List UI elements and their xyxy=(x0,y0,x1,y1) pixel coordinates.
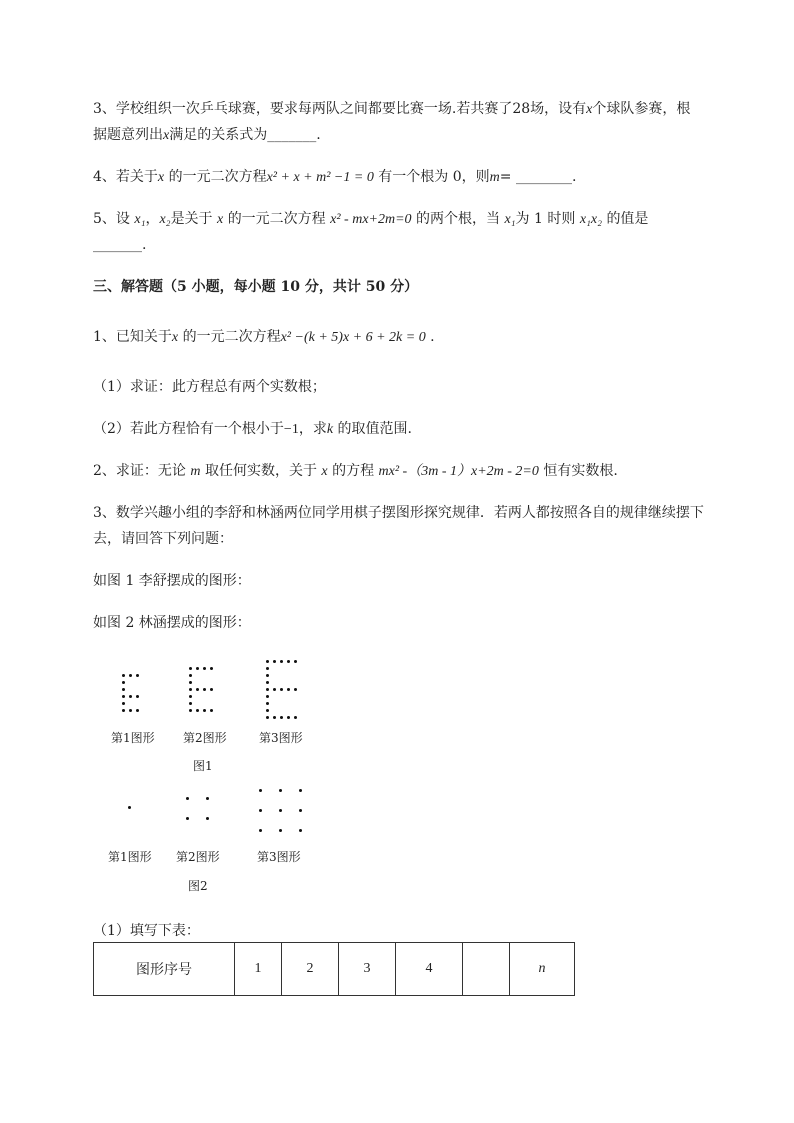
figure-1-pattern-1-dot xyxy=(129,695,132,698)
figure-2-pattern-3-dot xyxy=(299,829,302,832)
question-5-line-1 xyxy=(93,210,648,229)
section-heading: 三、解答题（5 小题，每小题 10 分，共计 50 分） xyxy=(93,279,419,295)
figure-1-pattern-1-dot xyxy=(122,702,125,705)
question-text: 的方程 xyxy=(332,463,375,479)
figure-2-pattern-3-dot xyxy=(299,809,302,812)
math-number: −1 xyxy=(283,422,299,437)
figure-2-intro: 如图 2 林涵摆成的图形： xyxy=(93,615,251,631)
figure-1-pattern-3-dot xyxy=(294,688,297,691)
figure-2-pattern-3-dot xyxy=(279,789,282,792)
figure-1-pattern-1-dot xyxy=(136,695,139,698)
math-variable: x xyxy=(586,102,593,117)
figure-1-pattern-2-dot xyxy=(203,709,206,712)
math-equation: x² −(k + 5)x + 6 + 2k = 0 xyxy=(280,330,426,345)
figure-1-label: 图1 xyxy=(193,759,213,773)
question-text: . xyxy=(430,329,435,345)
problem-3-line-1: 3、数学兴趣小组的李舒和林涵两位同学用棋子摆图形探究规律．若两人都按照各自的规律继续摆下 xyxy=(93,505,704,521)
question-4 xyxy=(93,168,576,187)
math-variable: x xyxy=(217,212,224,227)
figure-1-pattern-2-dot xyxy=(189,702,192,705)
figure-1-caption-1: 第1图形 xyxy=(111,731,155,745)
problem-2 xyxy=(93,462,618,481)
figure-2-pattern-2-dot xyxy=(186,817,189,820)
figure-1-pattern-3-dot xyxy=(273,688,276,691)
question-text: 的一元二次方程 xyxy=(182,329,281,345)
question-text: 的值是 xyxy=(606,211,649,227)
figure-1-pattern-1-dot xyxy=(136,674,139,677)
figure-2-pattern-3-dot xyxy=(259,789,262,792)
figure-1-pattern-3-dot xyxy=(280,660,283,663)
figure-1-pattern-2-dot xyxy=(210,667,213,670)
math-expression: x₁x₂ xyxy=(579,212,602,227)
table-intro: （1）填写下表： xyxy=(93,923,200,939)
figure-1-pattern-1-dot xyxy=(129,709,132,712)
table-cell: 3 xyxy=(339,943,396,996)
figure-2-pattern-3-dot xyxy=(259,809,262,812)
figure-1-pattern-3-dot xyxy=(266,702,269,705)
question-text: 的一元二次方程 xyxy=(227,211,326,227)
figure-1-pattern-3-dot xyxy=(266,660,269,663)
figure-1-pattern-1-dot xyxy=(129,674,132,677)
question-text: 2、求证：无论 xyxy=(93,463,186,479)
figure-1-pattern-2-dot xyxy=(189,667,192,670)
math-variable: x₁ xyxy=(504,212,516,227)
figure-2-pattern-3-dot xyxy=(299,789,302,792)
figure-1-pattern-1-dot xyxy=(122,688,125,691)
figure-1-pattern-3-dot xyxy=(273,660,276,663)
figure-1-pattern-3-dot xyxy=(287,688,290,691)
figure-2-pattern-2-dot xyxy=(186,797,189,800)
figure-1-pattern-3-dot xyxy=(287,660,290,663)
question-text: 4、若关于 xyxy=(93,169,158,185)
figure-1-pattern-1-dot xyxy=(136,709,139,712)
figure-1-pattern-2-dot xyxy=(203,688,206,691)
figure-2-pattern-1-dot xyxy=(128,806,131,809)
math-variable: x xyxy=(157,170,165,185)
question-text: 为 1 时则 xyxy=(515,211,576,227)
figure-1-pattern-3-dot xyxy=(266,716,269,719)
figure-1-pattern-3-dot xyxy=(266,667,269,670)
question-3-line-2 xyxy=(93,126,321,145)
figure-1-pattern-2-dot xyxy=(196,667,199,670)
math-variable: x xyxy=(163,128,170,143)
question-text: 1、已知关于 xyxy=(93,329,172,345)
answer-table xyxy=(93,942,575,996)
math-equation: x² - mx+2m=0 xyxy=(330,212,412,227)
question-text: 的取值范围. xyxy=(337,421,412,437)
figure-2-pattern-3-dot xyxy=(259,829,262,832)
question-text: ， xyxy=(145,211,160,227)
question-text: 个球队参赛，根 xyxy=(592,101,691,117)
figure-1-pattern-1-dot xyxy=(122,709,125,712)
figure-1-pattern-2-dot xyxy=(189,695,192,698)
figure-1-pattern-2-dot xyxy=(196,688,199,691)
figure-1-pattern-3-dot xyxy=(287,716,290,719)
figure-1-pattern-2-dot xyxy=(203,667,206,670)
figure-2-caption-2: 第2图形 xyxy=(176,850,220,864)
math-equation: x² + x + m² −1 = 0 xyxy=(266,170,374,185)
math-variable: x xyxy=(171,330,179,345)
question-text: 满足的关系式为_______. xyxy=(169,127,321,143)
figure-1-pattern-2-dot xyxy=(189,681,192,684)
figure-2-pattern-2-dot xyxy=(206,817,209,820)
figure-2-pattern-3-dot xyxy=(279,829,282,832)
question-text: 的两个根，当 xyxy=(416,211,500,227)
figure-2-pattern-2-dot xyxy=(206,797,209,800)
figure-1-pattern-2-dot xyxy=(196,709,199,712)
problem-1-part-1: （1）求证：此方程总有两个实数根； xyxy=(93,379,326,395)
table-cell: 2 xyxy=(282,943,339,996)
figure-1-pattern-2-dot xyxy=(189,688,192,691)
figure-1-pattern-3-dot xyxy=(266,709,269,712)
question-text: 3、学校组织一次乒乓球赛，要求每两队之间都要比赛一场.若共赛了28场，设有 xyxy=(93,101,587,117)
figure-1-pattern-3-dot xyxy=(266,695,269,698)
question-text: 的一元二次方程 xyxy=(168,169,267,185)
figure-2-label: 图2 xyxy=(188,879,208,893)
figure-1-pattern-1-dot xyxy=(122,674,125,677)
table-cell xyxy=(463,943,510,996)
figure-1-pattern-1-dot xyxy=(122,695,125,698)
question-text: 据题意列出 xyxy=(93,127,163,143)
figure-1-pattern-2-dot xyxy=(189,674,192,677)
figure-1-pattern-2-dot xyxy=(189,709,192,712)
figure-2-caption-1: 第1图形 xyxy=(108,850,152,864)
answer-blank: _______. xyxy=(93,237,147,253)
figure-1-caption-3: 第3图形 xyxy=(259,731,303,745)
table-header-cell: 图形序号 xyxy=(94,943,235,996)
question-text: （2）若此方程恰有一个根小于 xyxy=(93,421,284,437)
math-variable: m xyxy=(489,170,500,185)
figure-2-caption-3: 第3图形 xyxy=(257,850,301,864)
table-cell: 1 xyxy=(235,943,282,996)
math-variable: x xyxy=(321,464,328,479)
table-cell: 4 xyxy=(396,943,463,996)
figure-1-pattern-2-dot xyxy=(210,709,213,712)
figure-2-pattern-3-dot xyxy=(279,809,282,812)
figure-1-pattern-3-dot xyxy=(266,688,269,691)
figure-1-pattern-1-dot xyxy=(122,681,125,684)
figure-1-pattern-3-dot xyxy=(273,716,276,719)
math-variable: x₂ xyxy=(159,212,171,227)
figure-1-pattern-3-dot xyxy=(266,674,269,677)
problem-3-line-2: 去，请回答下列问题： xyxy=(93,531,233,547)
question-3-line-1 xyxy=(93,100,690,119)
question-text: 5、设 xyxy=(93,211,130,227)
question-text: 是关于 xyxy=(170,211,213,227)
math-equation: mx² -（3m - 1）x+2m - 2=0 xyxy=(378,464,539,479)
figure-1-pattern-3-dot xyxy=(294,660,297,663)
math-variable: x₁ xyxy=(134,212,146,227)
math-variable: k xyxy=(326,422,334,437)
table-cell: n xyxy=(510,943,575,996)
answer-blank: = ________. xyxy=(499,169,577,185)
figure-1-pattern-3-dot xyxy=(294,716,297,719)
question-5-line-2 xyxy=(93,236,146,254)
problem-1-part-2 xyxy=(93,420,412,439)
figure-1-pattern-3-dot xyxy=(280,716,283,719)
problem-1 xyxy=(93,328,435,347)
math-variable: m xyxy=(190,464,201,479)
table-row xyxy=(94,943,575,996)
question-text: ，求 xyxy=(298,421,327,437)
question-text: 恒有实数根. xyxy=(543,463,618,479)
figure-1-pattern-3-dot xyxy=(280,688,283,691)
question-text: 有一个根为 0，则 xyxy=(378,169,490,185)
figure-1-intro: 如图 1 李舒摆成的图形： xyxy=(93,573,251,589)
figure-1-caption-2: 第2图形 xyxy=(183,731,227,745)
figure-1-pattern-2-dot xyxy=(210,688,213,691)
figure-1-pattern-3-dot xyxy=(266,681,269,684)
question-text: 取任何实数，关于 xyxy=(204,463,317,479)
